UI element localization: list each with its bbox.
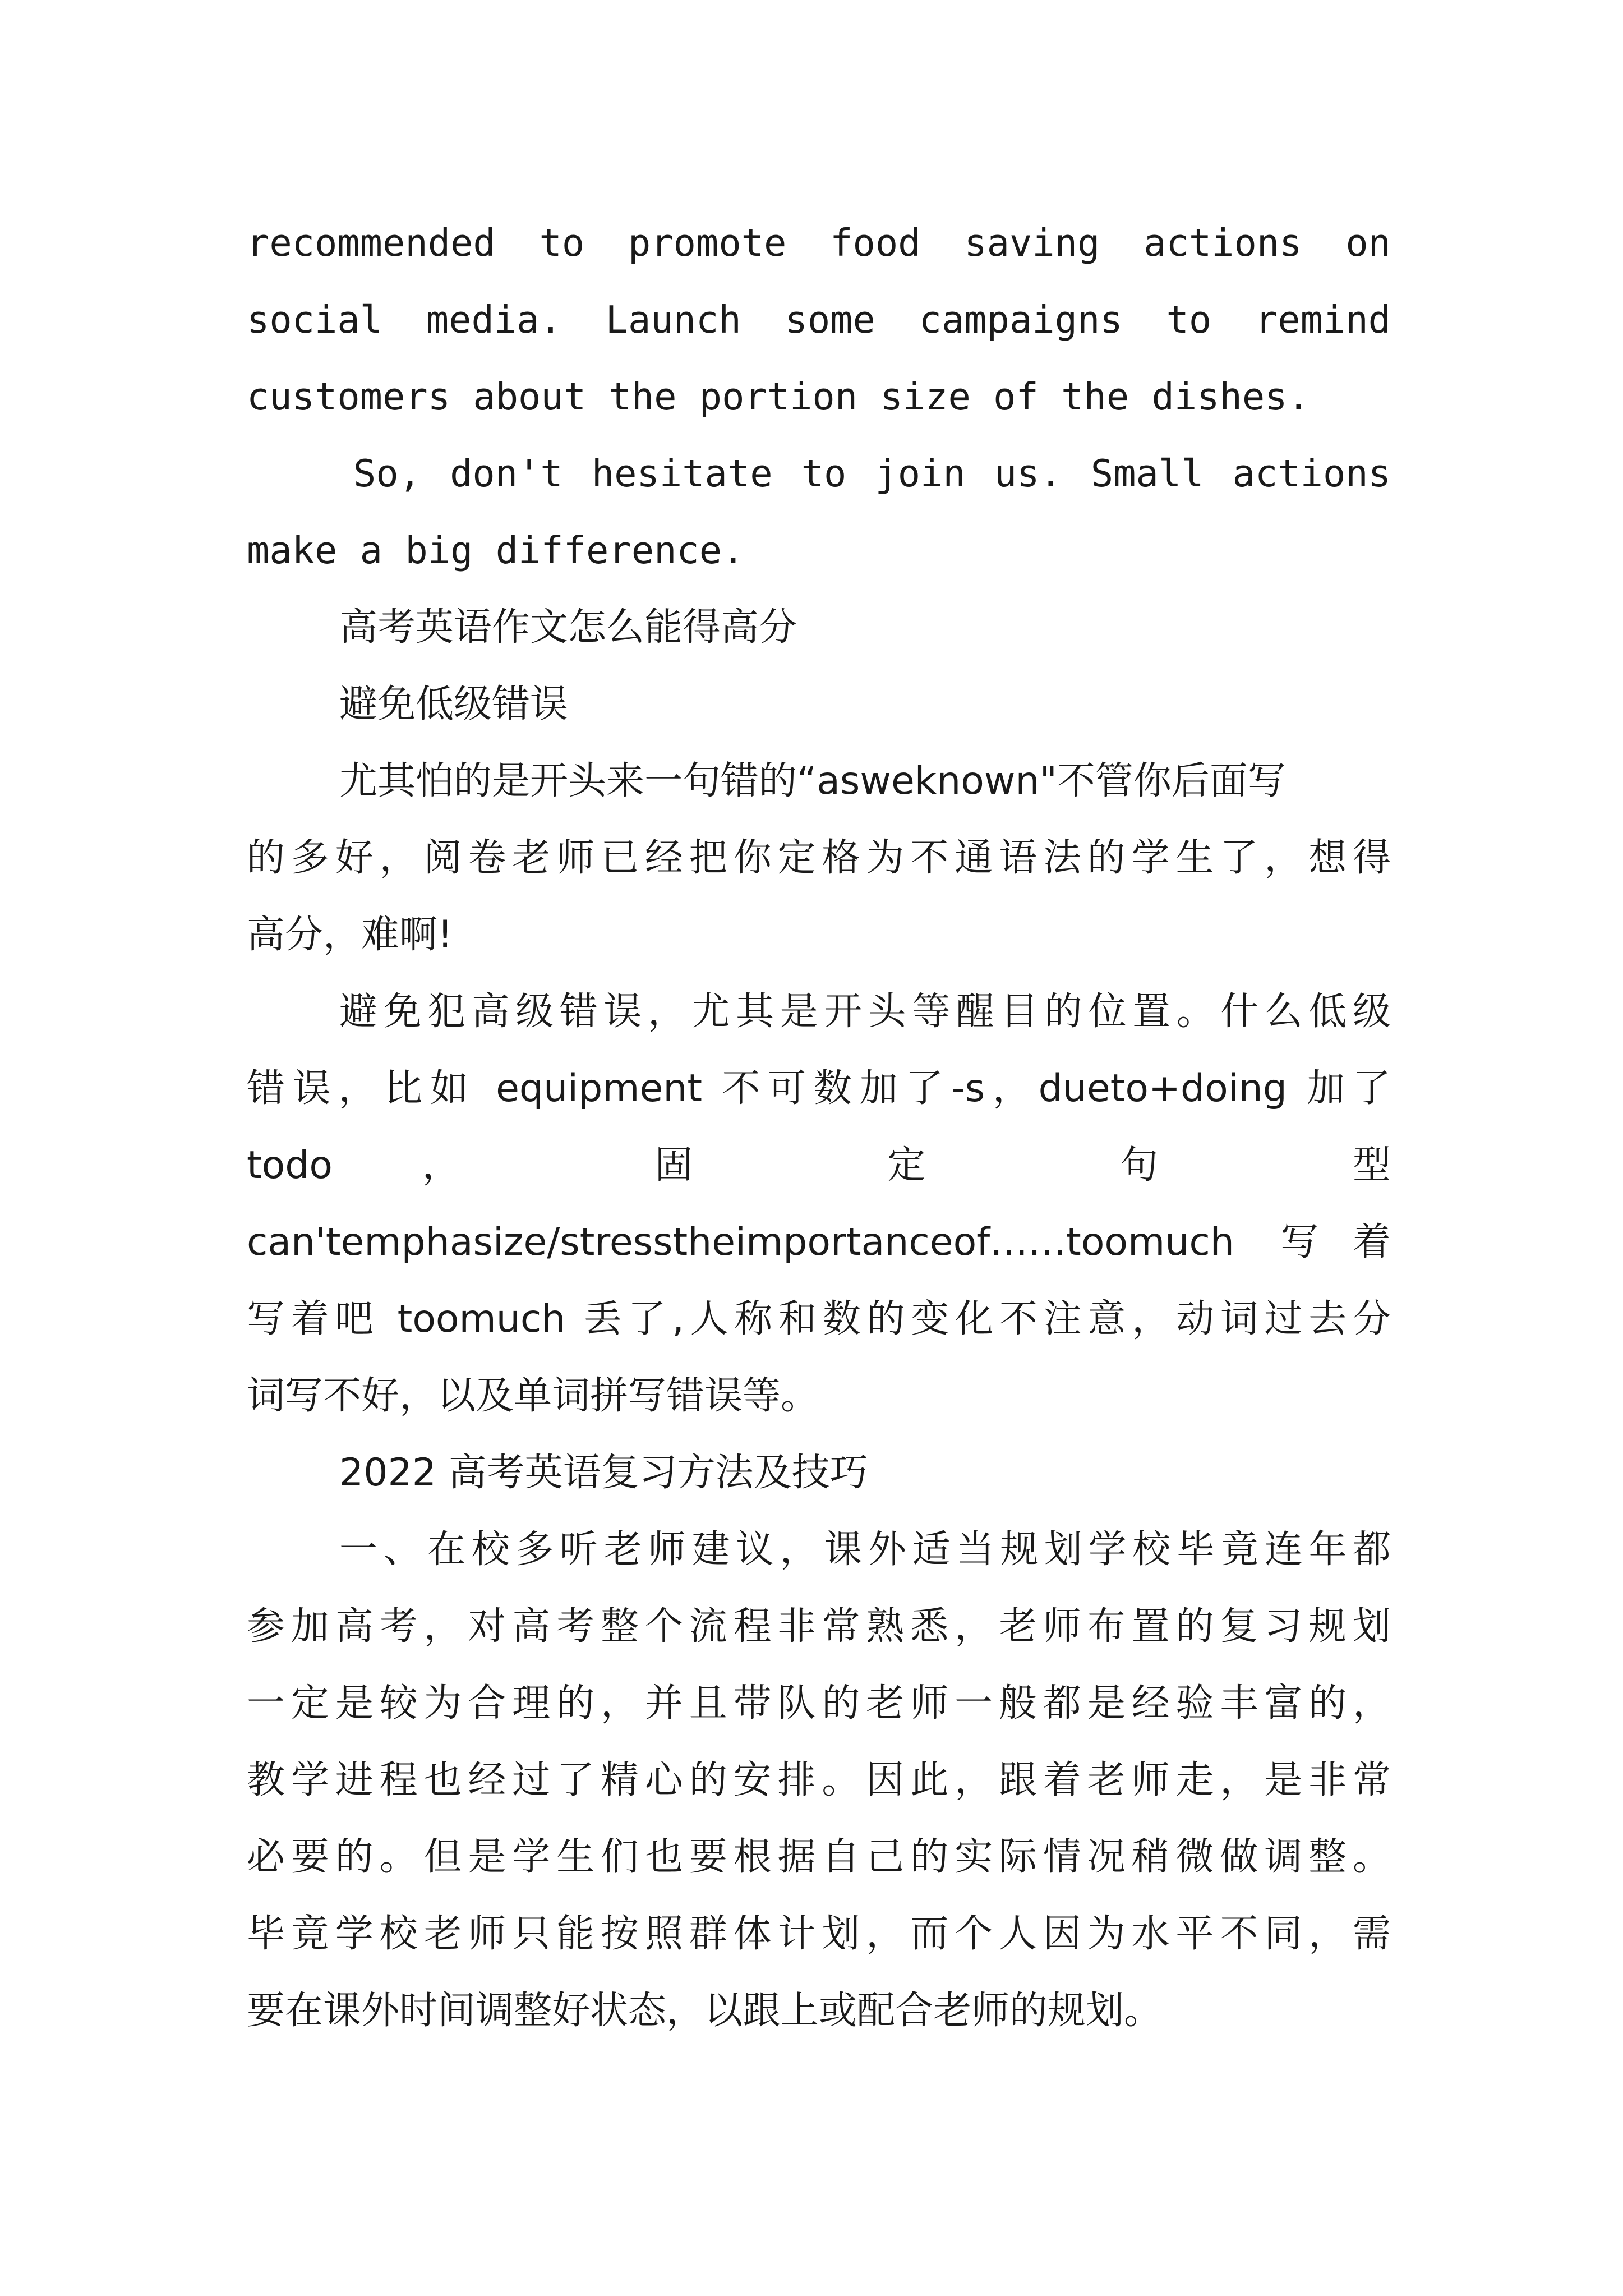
text-line: 一、在校多听老师建议，课外适当规划学校毕竟连年都 [339, 1527, 1391, 1572]
text-line: 错误，比如 equipment 不可数加了-s，dueto+doing 加了 [247, 1066, 1391, 1111]
text-line: customers about the portion size of the dishes. [247, 375, 1310, 418]
text-line: So, don't hesitate to join us. Small actions [353, 452, 1391, 495]
text-line: 写着吧 toomuch 丢了,人称和数的变化不注意，动词过去分 [247, 1297, 1391, 1341]
text-line: 毕竟学校老师只能按照群体计划，而个人因为水平不同，需 [247, 1912, 1391, 1956]
text-line: 的多好，阅卷老师已经把你定格为不通语法的学生了，想得 [247, 836, 1391, 880]
section-heading: 2022 高考英语复习方法及技巧 [339, 1451, 868, 1495]
text-line: 高分，难啊! [247, 913, 453, 957]
section-heading: 避免低级错误 [339, 682, 569, 726]
text-line: social media. Launch some campaigns to remind [247, 298, 1391, 342]
text-line: 教学进程也经过了精心的安排。因此，跟着老师走，是非常 [247, 1758, 1391, 1802]
text-line: recommended to promote food saving actions on [247, 221, 1391, 265]
text-line: 参加高考，对高考整个流程非常熟悉，老师布置的复习规划 [247, 1604, 1391, 1649]
text-line: todo， 固 定 句 型 [247, 1143, 1391, 1188]
text-line: make a big difference. [247, 528, 745, 572]
text-line: 要在课外时间调整好状态，以跟上或配合老师的规划。 [247, 1989, 1163, 2033]
text-line: 必要的。但是学生们也要根据自己的实际情况稍微做调整。 [247, 1835, 1391, 1879]
text-line: 避免犯高级错误，尤其是开头等醒目的位置。什么低级 [339, 990, 1391, 1034]
text-line: can'temphasize/stresstheimportanceof……toomuch 写着 [247, 1220, 1391, 1264]
text-line: 一定是较为合理的，并且带队的老师一般都是经验丰富的， [247, 1681, 1391, 1726]
document-page [247, 205, 1391, 2049]
text-line: 词写不好，以及单词拼写错误等。 [247, 1374, 819, 1418]
section-heading: 高考英语作文怎么能得高分 [339, 605, 797, 650]
text-line: 尤其怕的是开头来一句错的“asweknown"不管你后面写 [339, 759, 1286, 803]
